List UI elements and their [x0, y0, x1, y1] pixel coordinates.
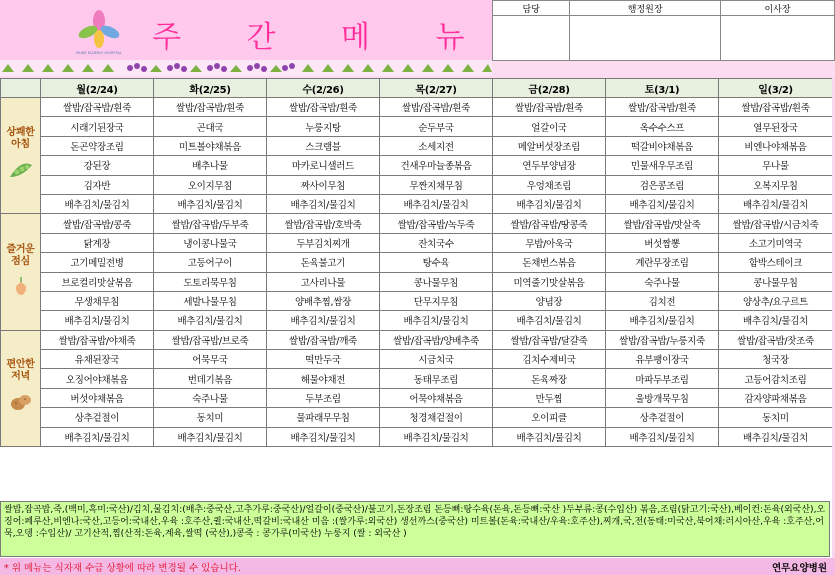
- menu-cell: 동치미: [719, 408, 833, 427]
- menu-cell: 메알버섯장조림: [493, 136, 606, 155]
- menu-cell: 만두찜: [493, 388, 606, 407]
- menu-cell: 쌀밥/잡곡밥/흰죽: [493, 98, 606, 117]
- menu-cell: 두부김치찌개: [267, 233, 380, 252]
- onion-icon: [1, 276, 40, 300]
- menu-cell: 고기메밀전병: [41, 253, 154, 272]
- menu-cell: 배추김치/물김치: [606, 194, 719, 213]
- menu-cell: 잔치국수: [380, 233, 493, 252]
- menu-row: [1, 253, 833, 272]
- menu-cell: 무짠지채무침: [380, 175, 493, 194]
- menu-cell: 콩나물무침: [380, 272, 493, 291]
- menu-cell: 청국장: [719, 350, 833, 369]
- menu-cell: 쌀밥/잡곡밥/땅콩죽: [493, 214, 606, 233]
- menu-cell: 양상추/요구르트: [719, 291, 833, 310]
- menu-cell: 떡갈비야채볶음: [606, 136, 719, 155]
- menu-row: [1, 98, 833, 117]
- menu-cell: 양배추찜,쌈장: [267, 291, 380, 310]
- menu-cell: 배추김치/물김치: [154, 311, 267, 330]
- menu-cell: 오이지무침: [154, 175, 267, 194]
- menu-cell: 배추김치/물김치: [493, 194, 606, 213]
- menu-cell: 연두부양념장: [493, 156, 606, 175]
- menu-cell: 어묵무국: [154, 350, 267, 369]
- menu-cell: 쌀밥/잡곡밥/흰죽: [267, 98, 380, 117]
- menu-cell: 순두부국: [380, 117, 493, 136]
- meal-label: 상쾌한 아침: [6, 126, 35, 150]
- meal-label-cell: [1, 330, 41, 446]
- menu-cell: 쌀밥/잡곡밥/누룽지죽: [606, 330, 719, 349]
- menu-cell: 쌀밥/잡곡밥/브로죽: [154, 330, 267, 349]
- menu-row: [1, 214, 833, 233]
- menu-cell: 어묵야채볶음: [380, 388, 493, 407]
- menu-row: [1, 272, 833, 291]
- menu-cell: 상추겉절이: [41, 408, 154, 427]
- menu-cell: 배추김치/물김치: [493, 427, 606, 446]
- menu-row: [1, 233, 833, 252]
- menu-cell: 쌀밥/잡곡밥/흰죽: [606, 98, 719, 117]
- menu-cell: 배추김치/물김치: [41, 311, 154, 330]
- menu-cell: 떡만두국: [267, 350, 380, 369]
- menu-cell: 배추김치/물김치: [41, 194, 154, 213]
- menu-cell: 미트볼야채볶음: [154, 136, 267, 155]
- menu-cell: 배추김치/물김치: [154, 194, 267, 213]
- menu-cell: 오징어야채볶음: [41, 369, 154, 388]
- menu-row: [1, 311, 833, 330]
- menu-cell: 배추나물: [154, 156, 267, 175]
- menu-row: [1, 408, 833, 427]
- menu-cell: 열무된장국: [719, 117, 833, 136]
- menu-cell: 버섯짬뽕: [606, 233, 719, 252]
- menu-cell: 배추김치/물김치: [493, 311, 606, 330]
- potato-icon: [1, 391, 40, 417]
- menu-cell: 돈채번스볶음: [493, 253, 606, 272]
- day-header: 목(2/27): [380, 79, 493, 98]
- hospital-name: 연무요양병원: [771, 563, 827, 574]
- menu-cell: 단무지무침: [380, 291, 493, 310]
- menu-cell: 청경채겉절이: [380, 408, 493, 427]
- menu-cell: 소세지전: [380, 136, 493, 155]
- menu-cell: 상추겉절이: [606, 408, 719, 427]
- menu-cell: 유부팽이장국: [606, 350, 719, 369]
- menu-cell: 배추김치/물김치: [380, 194, 493, 213]
- menu-cell: 계란무장조림: [606, 253, 719, 272]
- menu-cell: 스크램블: [267, 136, 380, 155]
- menu-cell: 쌀밥/잡곡밥/콩죽: [41, 214, 154, 233]
- meal-label: 즐거운 점심: [6, 244, 35, 268]
- menu-cell: 울방개묵무침: [606, 388, 719, 407]
- menu-cell: 짜사이무침: [267, 175, 380, 194]
- menu-row: [1, 194, 833, 213]
- day-header: 금(2/28): [493, 79, 606, 98]
- menu-cell: 탕수육: [380, 253, 493, 272]
- menu-row: [1, 388, 833, 407]
- menu-cell: 소고기미역국: [719, 233, 833, 252]
- logo-text: MUKE ELDERLY HOSPITAL: [76, 51, 122, 55]
- menu-cell: 민물새우무조림: [606, 156, 719, 175]
- approval-table: [492, 0, 835, 61]
- menu-cell: 돈육짜장: [493, 369, 606, 388]
- menu-cell: 양념장: [493, 291, 606, 310]
- menu-cell: 쌀밥/잡곡밥/흰죽: [41, 98, 154, 117]
- approval-sign-chairman: [720, 16, 834, 61]
- menu-body: [1, 98, 833, 447]
- menu-cell: 배추김치/물김치: [267, 194, 380, 213]
- menu-cell: 미역줄기맛살볶음: [493, 272, 606, 291]
- menu-cell: 비엔나야채볶음: [719, 136, 833, 155]
- menu-cell: 번데기볶음: [154, 369, 267, 388]
- menu-cell: 배추김치/물김치: [154, 427, 267, 446]
- menu-cell: 두부조림: [267, 388, 380, 407]
- meal-label-cell: [1, 214, 41, 330]
- menu-cell: 강된장: [41, 156, 154, 175]
- menu-cell: 동치미: [154, 408, 267, 427]
- menu-cell: 무생채무침: [41, 291, 154, 310]
- menu-cell: 동태무조림: [380, 369, 493, 388]
- menu-cell: 버섯야채볶음: [41, 388, 154, 407]
- menu-cell: 김치수제비국: [493, 350, 606, 369]
- menu-cell: 쌀밥/잡곡밥/양배추죽: [380, 330, 493, 349]
- menu-cell: 배추김치/물김치: [606, 311, 719, 330]
- menu-cell: 누룽지탕: [267, 117, 380, 136]
- menu-cell: 콩나물무침: [719, 272, 833, 291]
- pea-pod-icon: [1, 159, 40, 185]
- notice-text: * 위 메뉴는 식자재 수급 상황에 따라 변경될 수 있습니다.: [4, 563, 241, 574]
- menu-cell: 쌀밥/잡곡밥/잣조죽: [719, 330, 833, 349]
- menu-cell: 배추김치/물김치: [41, 427, 154, 446]
- menu-cell: 쌀밥/잡곡밥/녹두죽: [380, 214, 493, 233]
- menu-cell: 돈육불고기: [267, 253, 380, 272]
- menu-cell: 배추김치/물김치: [719, 194, 833, 213]
- approval-sign-director: [570, 16, 721, 61]
- menu-cell: 브로컬리맛살볶음: [41, 272, 154, 291]
- day-header: 화(2/25): [154, 79, 267, 98]
- menu-row: [1, 156, 833, 175]
- menu-cell: 마파두부조림: [606, 369, 719, 388]
- day-header: 토(3/1): [606, 79, 719, 98]
- menu-row: [1, 117, 833, 136]
- menu-cell: 건새우마늘종볶음: [380, 156, 493, 175]
- menu-cell: 쌀밥/잡곡밥/야채죽: [41, 330, 154, 349]
- menu-cell: 도토리묵무침: [154, 272, 267, 291]
- corner-cell: [1, 79, 41, 98]
- footer: [0, 558, 835, 575]
- menu-cell: 감자양파채볶음: [719, 388, 833, 407]
- approval-label-director: 행정원장: [570, 1, 721, 16]
- menu-cell: 배추김치/물김치: [380, 311, 493, 330]
- menu-cell: 시래기된장국: [41, 117, 154, 136]
- menu-row: [1, 427, 833, 446]
- origin-note: 쌀밥,잡곡밥,죽,(백미,흑미:국산)/김치,물김치:(배추:중국산,고추가루:중국산)/얼갈이(중국산)/불고기,돈장조림 돈등뼈:탕수육(돈육,돈등뼈:국산 )두부류:콩(수입산) 볶음,조림(닭고기:국산),베이컨:돈육(외국산),오징어:페루산,비엔나:국산,고등어:국내산,우육 :호주산,퀼:국내산,떡갈비:국내산 미음 :(쌀가루:외국산) 생선까스(중국산) 미트볼(돈육:국내산/우육:호주산),찌개,국,전(동태:미국산,북어채:러시아산,우육 :호주산,어묵,오뎅 :수입산)/ 고기산적,찜(산적:돈육,계육,쌀떡 (국산),)콩죽 : 콩가루(미국산) 누룽지 (쌀 : 외국산 ): [0, 501, 830, 557]
- menu-cell: 무밥/아욱국: [493, 233, 606, 252]
- menu-cell: 숙주나물: [154, 388, 267, 407]
- menu-cell: 숙주나물: [606, 272, 719, 291]
- menu-cell: 오이피클: [493, 408, 606, 427]
- menu-cell: 물파래무무침: [267, 408, 380, 427]
- menu-row: [1, 369, 833, 388]
- menu-row: [1, 175, 833, 194]
- menu-cell: 쌀밥/잡곡밥/흰죽: [380, 98, 493, 117]
- meal-label: 편안한 저녁: [6, 359, 35, 383]
- menu-cell: 배추김치/물김치: [606, 427, 719, 446]
- menu-cell: 쌀밥/잡곡밥/두부죽: [154, 214, 267, 233]
- menu-cell: 마카로니샐러드: [267, 156, 380, 175]
- menu-cell: 검은콩조림: [606, 175, 719, 194]
- menu-cell: 유채된장국: [41, 350, 154, 369]
- menu-cell: 세발나물무침: [154, 291, 267, 310]
- menu-cell: 김자반: [41, 175, 154, 194]
- menu-cell: 쌀밥/잡곡밥/깨죽: [267, 330, 380, 349]
- menu-cell: 함박스테이크: [719, 253, 833, 272]
- menu-cell: 배추김치/물김치: [719, 311, 833, 330]
- menu-cell: 냉이콩나물국: [154, 233, 267, 252]
- hospital-logo-icon: [74, 6, 124, 56]
- menu-cell: 고등어감치조림: [719, 369, 833, 388]
- menu-row: [1, 291, 833, 310]
- header: [0, 0, 835, 78]
- menu-cell: 김치전: [606, 291, 719, 310]
- menu-cell: 쌀밥/잡곡밥/달걀죽: [493, 330, 606, 349]
- menu-cell: 배추김치/물김치: [719, 427, 833, 446]
- menu-cell: 쌀밥/잡곡밥/시금치죽: [719, 214, 833, 233]
- menu-cell: 우엉채조림: [493, 175, 606, 194]
- menu-cell: 배추김치/물김치: [267, 427, 380, 446]
- meal-label-cell: [1, 98, 41, 214]
- menu-cell: 고사리나물: [267, 272, 380, 291]
- menu-cell: 얼갈이국: [493, 117, 606, 136]
- menu-cell: 쌀밥/잡곡밥/흰죽: [719, 98, 833, 117]
- menu-row: [1, 330, 833, 349]
- menu-row: [1, 136, 833, 155]
- menu-cell: 쌀밥/잡곡밥/호박죽: [267, 214, 380, 233]
- menu-table: [0, 78, 833, 447]
- menu-cell: 곤대국: [154, 117, 267, 136]
- day-header: 월(2/24): [41, 79, 154, 98]
- menu-cell: 닭계장: [41, 233, 154, 252]
- menu-cell: 돈곤약장조림: [41, 136, 154, 155]
- approval-label-chairman: 이사장: [720, 1, 834, 16]
- menu-cell: 고등어구이: [154, 253, 267, 272]
- approval-label-staff: 담당: [493, 1, 570, 16]
- page-title: 주 간 메 뉴: [152, 20, 493, 55]
- menu-cell: 시금치국: [380, 350, 493, 369]
- day-header: 수(2/26): [267, 79, 380, 98]
- menu-cell: 배추김치/물김치: [267, 311, 380, 330]
- day-header-row: [1, 79, 833, 98]
- menu-cell: 해물야채전: [267, 369, 380, 388]
- approval-sign-staff: [493, 16, 570, 61]
- menu-cell: 무나물: [719, 156, 833, 175]
- menu-cell: 오복지무침: [719, 175, 833, 194]
- garland-decoration: [0, 60, 492, 76]
- menu-cell: 쌀밥/잡곡밥/흰죽: [154, 98, 267, 117]
- menu-cell: 배추김치/물김치: [380, 427, 493, 446]
- day-header: 일(3/2): [719, 79, 833, 98]
- menu-cell: 옥수수스프: [606, 117, 719, 136]
- menu-row: [1, 350, 833, 369]
- menu-cell: 쌀밥/잡곡밥/맛살죽: [606, 214, 719, 233]
